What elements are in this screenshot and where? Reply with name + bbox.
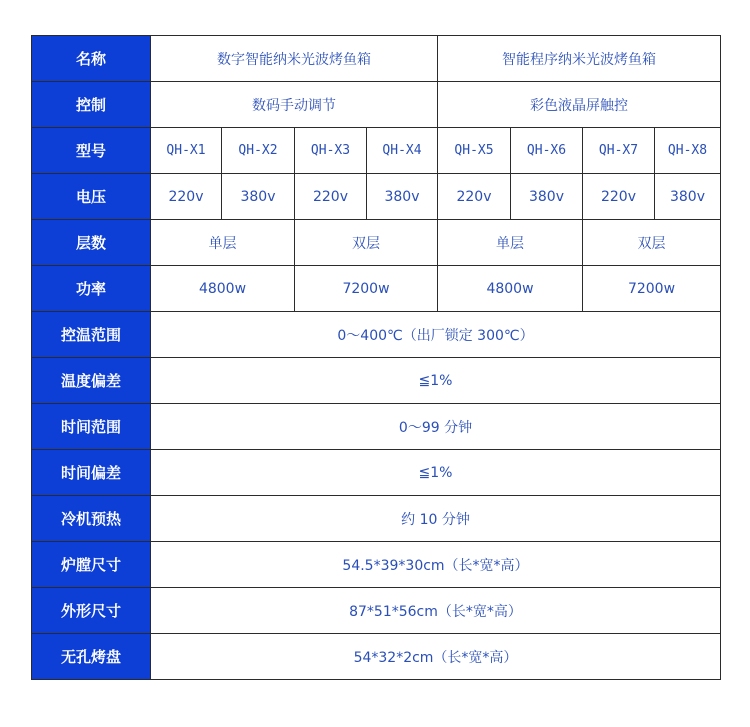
layers-cell: 双层 (295, 220, 438, 266)
model-cell: QH-X6 (511, 128, 583, 174)
row-temp-range (32, 312, 721, 358)
row-label-voltage: 电压 (32, 174, 151, 220)
row-power (32, 266, 721, 312)
row-label-power: 功率 (32, 266, 151, 312)
power-cell: 4800w (151, 266, 295, 312)
row-control (32, 82, 721, 128)
control-cell: 彩色液晶屏触控 (438, 82, 721, 128)
row-label-layers: 层数 (32, 220, 151, 266)
row-tray (32, 634, 721, 680)
temp-range-value: 0～400℃（出厂锁定 300℃） (151, 312, 721, 358)
model-cell: QH-X2 (222, 128, 295, 174)
row-chamber-size (32, 542, 721, 588)
power-cell: 4800w (438, 266, 583, 312)
product-name-cell: 数字智能纳米光波烤鱼箱 (151, 36, 438, 82)
voltage-cell: 380v (655, 174, 721, 220)
voltage-cell: 380v (511, 174, 583, 220)
row-label-time-deviation: 时间偏差 (32, 450, 151, 496)
row-label-control: 控制 (32, 82, 151, 128)
row-label-time-range: 时间范围 (32, 404, 151, 450)
row-temp-deviation (32, 358, 721, 404)
layers-cell: 单层 (438, 220, 583, 266)
row-label-outer-size: 外形尺寸 (32, 588, 151, 634)
tray-value: 54*32*2cm（长*宽*高） (151, 634, 721, 680)
time-deviation-value: ≦1% (151, 450, 721, 496)
row-preheat (32, 496, 721, 542)
voltage-cell: 380v (367, 174, 438, 220)
row-label-temp-range: 控温范围 (32, 312, 151, 358)
row-name (32, 36, 721, 82)
row-label-model: 型号 (32, 128, 151, 174)
row-label-preheat: 冷机预热 (32, 496, 151, 542)
product-name-cell: 智能程序纳米光波烤鱼箱 (438, 36, 721, 82)
power-cell: 7200w (295, 266, 438, 312)
control-cell: 数码手动调节 (151, 82, 438, 128)
time-range-value: 0～99 分钟 (151, 404, 721, 450)
row-voltage (32, 174, 721, 220)
model-cell: QH-X8 (655, 128, 721, 174)
row-label-name: 名称 (32, 36, 151, 82)
row-label-temp-deviation: 温度偏差 (32, 358, 151, 404)
layers-cell: 双层 (583, 220, 721, 266)
voltage-cell: 380v (222, 174, 295, 220)
layers-cell: 单层 (151, 220, 295, 266)
power-cell: 7200w (583, 266, 721, 312)
voltage-cell: 220v (438, 174, 511, 220)
outer-size-value: 87*51*56cm（长*宽*高） (151, 588, 721, 634)
model-cell: QH-X5 (438, 128, 511, 174)
temp-deviation-value: ≦1% (151, 358, 721, 404)
voltage-cell: 220v (583, 174, 655, 220)
row-label-tray: 无孔烤盘 (32, 634, 151, 680)
voltage-cell: 220v (151, 174, 222, 220)
spec-table (31, 35, 721, 680)
model-cell: QH-X4 (367, 128, 438, 174)
model-cell: QH-X7 (583, 128, 655, 174)
row-model (32, 128, 721, 174)
voltage-cell: 220v (295, 174, 367, 220)
row-label-chamber-size: 炉膛尺寸 (32, 542, 151, 588)
model-cell: QH-X1 (151, 128, 222, 174)
row-outer-size (32, 588, 721, 634)
preheat-value: 约 10 分钟 (151, 496, 721, 542)
chamber-size-value: 54.5*39*30cm（长*宽*高） (151, 542, 721, 588)
model-cell: QH-X3 (295, 128, 367, 174)
row-time-range (32, 404, 721, 450)
row-layers (32, 220, 721, 266)
row-time-deviation (32, 450, 721, 496)
